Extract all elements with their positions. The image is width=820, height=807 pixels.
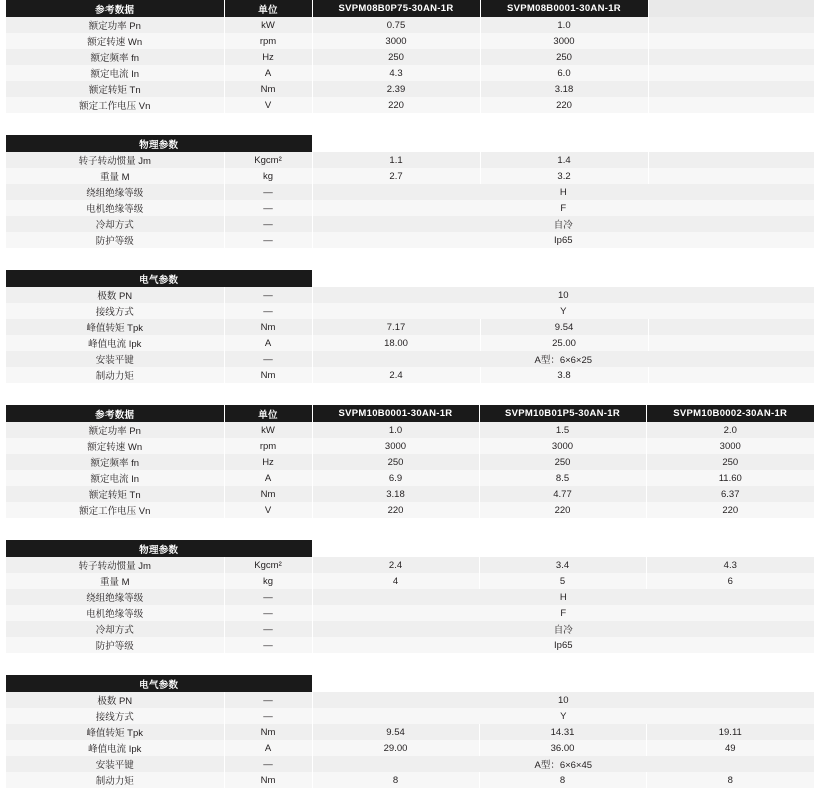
table-row xyxy=(6,33,814,49)
row-unit: — xyxy=(224,184,312,200)
table-row xyxy=(6,216,814,232)
row-value xyxy=(648,49,814,65)
table-row xyxy=(6,470,814,486)
row-label: 安装平键 xyxy=(6,756,224,772)
table-row xyxy=(6,319,814,335)
row-value xyxy=(648,17,814,33)
spec-table xyxy=(6,540,814,653)
row-value: 250 xyxy=(480,49,648,65)
row-unit: — xyxy=(224,692,312,708)
row-unit: rpm xyxy=(224,33,312,49)
row-label: 额定功率 Pn xyxy=(6,422,224,438)
row-value: 6.0 xyxy=(480,65,648,81)
block-spacer xyxy=(6,653,814,675)
table-row xyxy=(6,756,814,772)
spec-table-header-row xyxy=(6,270,814,287)
table-row xyxy=(6,573,814,589)
row-label: 转子转动惯量 Jm xyxy=(6,152,224,168)
row-label: 防护等级 xyxy=(6,637,224,653)
row-value: 220 xyxy=(312,502,479,518)
row-value: 49 xyxy=(646,740,814,756)
row-value: 3.8 xyxy=(480,367,648,383)
row-value: 11.60 xyxy=(646,470,814,486)
row-label: 峰值电流 Ipk xyxy=(6,335,224,351)
row-value: 25.00 xyxy=(480,335,648,351)
row-value: 5 xyxy=(479,573,646,589)
row-value xyxy=(648,168,814,184)
table-row xyxy=(6,772,814,788)
row-unit: — xyxy=(224,232,312,248)
row-unit: Nm xyxy=(224,724,312,740)
row-value: 220 xyxy=(312,97,480,113)
row-label: 额定电流 In xyxy=(6,65,224,81)
row-value: 6.9 xyxy=(312,470,479,486)
row-unit: — xyxy=(224,621,312,637)
row-value-merged: H xyxy=(312,184,814,200)
row-value: 19.11 xyxy=(646,724,814,740)
row-value xyxy=(648,33,814,49)
row-label: 电机绝缘等级 xyxy=(6,605,224,621)
table-row xyxy=(6,708,814,724)
row-value: 6 xyxy=(646,573,814,589)
table-row xyxy=(6,152,814,168)
row-value-merged: Ip65 xyxy=(312,637,814,653)
block-title: 物理参数 xyxy=(6,540,312,557)
table-row xyxy=(6,351,814,367)
table-row xyxy=(6,422,814,438)
block-spacer xyxy=(6,518,814,540)
table-row xyxy=(6,65,814,81)
row-unit: kg xyxy=(224,168,312,184)
row-value: 14.31 xyxy=(479,724,646,740)
row-value: 3.2 xyxy=(480,168,648,184)
column-header: SVPM10B0002-30AN-1R xyxy=(646,405,814,422)
row-value-merged: H xyxy=(312,589,814,605)
row-label: 额定频率 fn xyxy=(6,49,224,65)
table-row xyxy=(6,184,814,200)
table-row xyxy=(6,692,814,708)
row-value: 220 xyxy=(480,97,648,113)
row-value: 3000 xyxy=(646,438,814,454)
block-title-filler xyxy=(312,135,814,152)
row-label: 额定转速 Wn xyxy=(6,438,224,454)
row-label: 接线方式 xyxy=(6,708,224,724)
row-label: 接线方式 xyxy=(6,303,224,319)
table-row xyxy=(6,486,814,502)
row-unit: V xyxy=(224,97,312,113)
table-row xyxy=(6,454,814,470)
row-value: 250 xyxy=(312,454,479,470)
row-value: 3000 xyxy=(479,438,646,454)
row-unit: A xyxy=(224,470,312,486)
row-value: 6.37 xyxy=(646,486,814,502)
row-value-merged: 自冷 xyxy=(312,216,814,232)
row-value: 29.00 xyxy=(312,740,479,756)
table-row xyxy=(6,17,814,33)
row-value: 1.4 xyxy=(480,152,648,168)
column-header xyxy=(648,0,814,17)
row-label: 峰值电流 Ipk xyxy=(6,740,224,756)
row-label: 转子转动惯量 Jm xyxy=(6,557,224,573)
row-value-merged: F xyxy=(312,200,814,216)
row-value xyxy=(648,152,814,168)
spec-table xyxy=(6,675,814,788)
row-unit: Nm xyxy=(224,486,312,502)
row-value: 3000 xyxy=(480,33,648,49)
row-label: 峰值转矩 Tpk xyxy=(6,724,224,740)
block-title-filler xyxy=(312,540,814,557)
table-row xyxy=(6,303,814,319)
block-title: 电气参数 xyxy=(6,675,312,692)
row-label: 极数 PN xyxy=(6,692,224,708)
spec-table-header-row xyxy=(6,540,814,557)
table-row xyxy=(6,335,814,351)
row-value: 2.39 xyxy=(312,81,480,97)
column-header: SVPM08B0001-30AN-1R xyxy=(480,0,648,17)
row-value xyxy=(648,65,814,81)
table-row xyxy=(6,557,814,573)
row-value: 1.0 xyxy=(312,422,479,438)
row-value: 220 xyxy=(646,502,814,518)
row-unit: kW xyxy=(224,17,312,33)
row-value-merged: 10 xyxy=(312,692,814,708)
table-row xyxy=(6,97,814,113)
row-label: 额定工作电压 Vn xyxy=(6,97,224,113)
row-value: 36.00 xyxy=(479,740,646,756)
column-header: SVPM10B0001-30AN-1R xyxy=(312,405,479,422)
column-header: SVPM08B0P75-30AN-1R xyxy=(312,0,480,17)
row-unit: — xyxy=(224,216,312,232)
row-label: 绕组绝缘等级 xyxy=(6,589,224,605)
row-label: 冷却方式 xyxy=(6,216,224,232)
row-unit: — xyxy=(224,351,312,367)
row-unit: Nm xyxy=(224,319,312,335)
row-value: 1.1 xyxy=(312,152,480,168)
row-value xyxy=(648,335,814,351)
row-unit: kg xyxy=(224,573,312,589)
row-label: 峰值转矩 Tpk xyxy=(6,319,224,335)
row-unit: Nm xyxy=(224,81,312,97)
block-title-filler xyxy=(312,270,814,287)
block-title-filler xyxy=(312,675,814,692)
row-label: 电机绝缘等级 xyxy=(6,200,224,216)
table-row xyxy=(6,724,814,740)
row-label: 额定功率 Pn xyxy=(6,17,224,33)
row-value-merged: Ip65 xyxy=(312,232,814,248)
row-label: 制动力矩 xyxy=(6,367,224,383)
row-value-merged: F xyxy=(312,605,814,621)
row-label: 绕组绝缘等级 xyxy=(6,184,224,200)
row-unit: Hz xyxy=(224,454,312,470)
row-label: 额定转矩 Tn xyxy=(6,81,224,97)
row-value: 2.4 xyxy=(312,557,479,573)
row-label: 冷却方式 xyxy=(6,621,224,637)
table-row xyxy=(6,367,814,383)
row-value: 250 xyxy=(646,454,814,470)
column-header: 单位 xyxy=(224,0,312,17)
row-value: 4.77 xyxy=(479,486,646,502)
table-row xyxy=(6,438,814,454)
row-label: 极数 PN xyxy=(6,287,224,303)
row-value xyxy=(648,367,814,383)
row-label: 防护等级 xyxy=(6,232,224,248)
row-value-merged: Y xyxy=(312,303,814,319)
row-value: 250 xyxy=(479,454,646,470)
row-value: 7.17 xyxy=(312,319,480,335)
table-row xyxy=(6,49,814,65)
row-unit: — xyxy=(224,303,312,319)
column-header: SVPM10B01P5-30AN-1R xyxy=(479,405,646,422)
row-label: 安装平键 xyxy=(6,351,224,367)
row-unit: — xyxy=(224,605,312,621)
row-label: 重量 M xyxy=(6,573,224,589)
spec-table xyxy=(6,405,814,518)
row-unit: Nm xyxy=(224,367,312,383)
row-value: 3.18 xyxy=(480,81,648,97)
row-unit: V xyxy=(224,502,312,518)
row-label: 额定转速 Wn xyxy=(6,33,224,49)
row-unit: A xyxy=(224,335,312,351)
row-value-merged: 自冷 xyxy=(312,621,814,637)
row-value: 2.0 xyxy=(646,422,814,438)
row-unit: kW xyxy=(224,422,312,438)
block-spacer xyxy=(6,248,814,270)
row-value: 220 xyxy=(479,502,646,518)
row-value: 3.18 xyxy=(312,486,479,502)
table-row xyxy=(6,81,814,97)
row-value: 8.5 xyxy=(479,470,646,486)
row-value: 4 xyxy=(312,573,479,589)
row-unit: — xyxy=(224,287,312,303)
block-spacer xyxy=(6,383,814,405)
row-value: 8 xyxy=(646,772,814,788)
table-row xyxy=(6,200,814,216)
spec-table-header-row xyxy=(6,675,814,692)
table-row xyxy=(6,605,814,621)
row-value-merged: A型：6×6×45 xyxy=(312,756,814,772)
row-label: 重量 M xyxy=(6,168,224,184)
table-row xyxy=(6,589,814,605)
spec-table-header-row xyxy=(6,135,814,152)
spec-table xyxy=(6,270,814,383)
spec-table xyxy=(6,0,814,113)
block-title: 电气参数 xyxy=(6,270,312,287)
row-value xyxy=(648,97,814,113)
row-value: 9.54 xyxy=(312,724,479,740)
row-unit: — xyxy=(224,708,312,724)
row-value: 250 xyxy=(312,49,480,65)
table-row xyxy=(6,168,814,184)
row-unit: — xyxy=(224,637,312,653)
row-label: 额定电流 In xyxy=(6,470,224,486)
row-value xyxy=(648,81,814,97)
row-label: 额定频率 fn xyxy=(6,454,224,470)
table-row xyxy=(6,287,814,303)
spec-table-header-row xyxy=(6,0,814,17)
block-spacer xyxy=(6,113,814,135)
row-unit: — xyxy=(224,756,312,772)
column-header: 参考数据 xyxy=(6,0,224,17)
table-row xyxy=(6,232,814,248)
table-row xyxy=(6,621,814,637)
row-unit: — xyxy=(224,200,312,216)
table-row xyxy=(6,502,814,518)
column-header: 参考数据 xyxy=(6,405,224,422)
row-value: 9.54 xyxy=(480,319,648,335)
row-value: 3000 xyxy=(312,33,480,49)
row-value: 18.00 xyxy=(312,335,480,351)
row-value: 3000 xyxy=(312,438,479,454)
row-unit: — xyxy=(224,589,312,605)
column-header: 单位 xyxy=(224,405,312,422)
row-value: 8 xyxy=(312,772,479,788)
row-label: 额定转矩 Tn xyxy=(6,486,224,502)
row-value-merged: Y xyxy=(312,708,814,724)
row-value: 2.7 xyxy=(312,168,480,184)
row-unit: Kgcm² xyxy=(224,152,312,168)
row-value: 3.4 xyxy=(479,557,646,573)
row-value-merged: 10 xyxy=(312,287,814,303)
row-value xyxy=(648,319,814,335)
row-value: 2.4 xyxy=(312,367,480,383)
row-value: 4.3 xyxy=(646,557,814,573)
row-unit: A xyxy=(224,740,312,756)
row-value: 1.5 xyxy=(479,422,646,438)
row-label: 额定工作电压 Vn xyxy=(6,502,224,518)
block-title: 物理参数 xyxy=(6,135,312,152)
row-unit: rpm xyxy=(224,438,312,454)
row-label: 制动力矩 xyxy=(6,772,224,788)
table-row xyxy=(6,637,814,653)
table-row xyxy=(6,740,814,756)
row-value-merged: A型：6×6×25 xyxy=(312,351,814,367)
row-value: 0.75 xyxy=(312,17,480,33)
spec-table xyxy=(6,135,814,248)
row-unit: Nm xyxy=(224,772,312,788)
row-unit: Hz xyxy=(224,49,312,65)
row-unit: Kgcm² xyxy=(224,557,312,573)
row-value: 8 xyxy=(479,772,646,788)
row-unit: A xyxy=(224,65,312,81)
row-value: 1.0 xyxy=(480,17,648,33)
row-value: 4.3 xyxy=(312,65,480,81)
spec-table-header-row xyxy=(6,405,814,422)
